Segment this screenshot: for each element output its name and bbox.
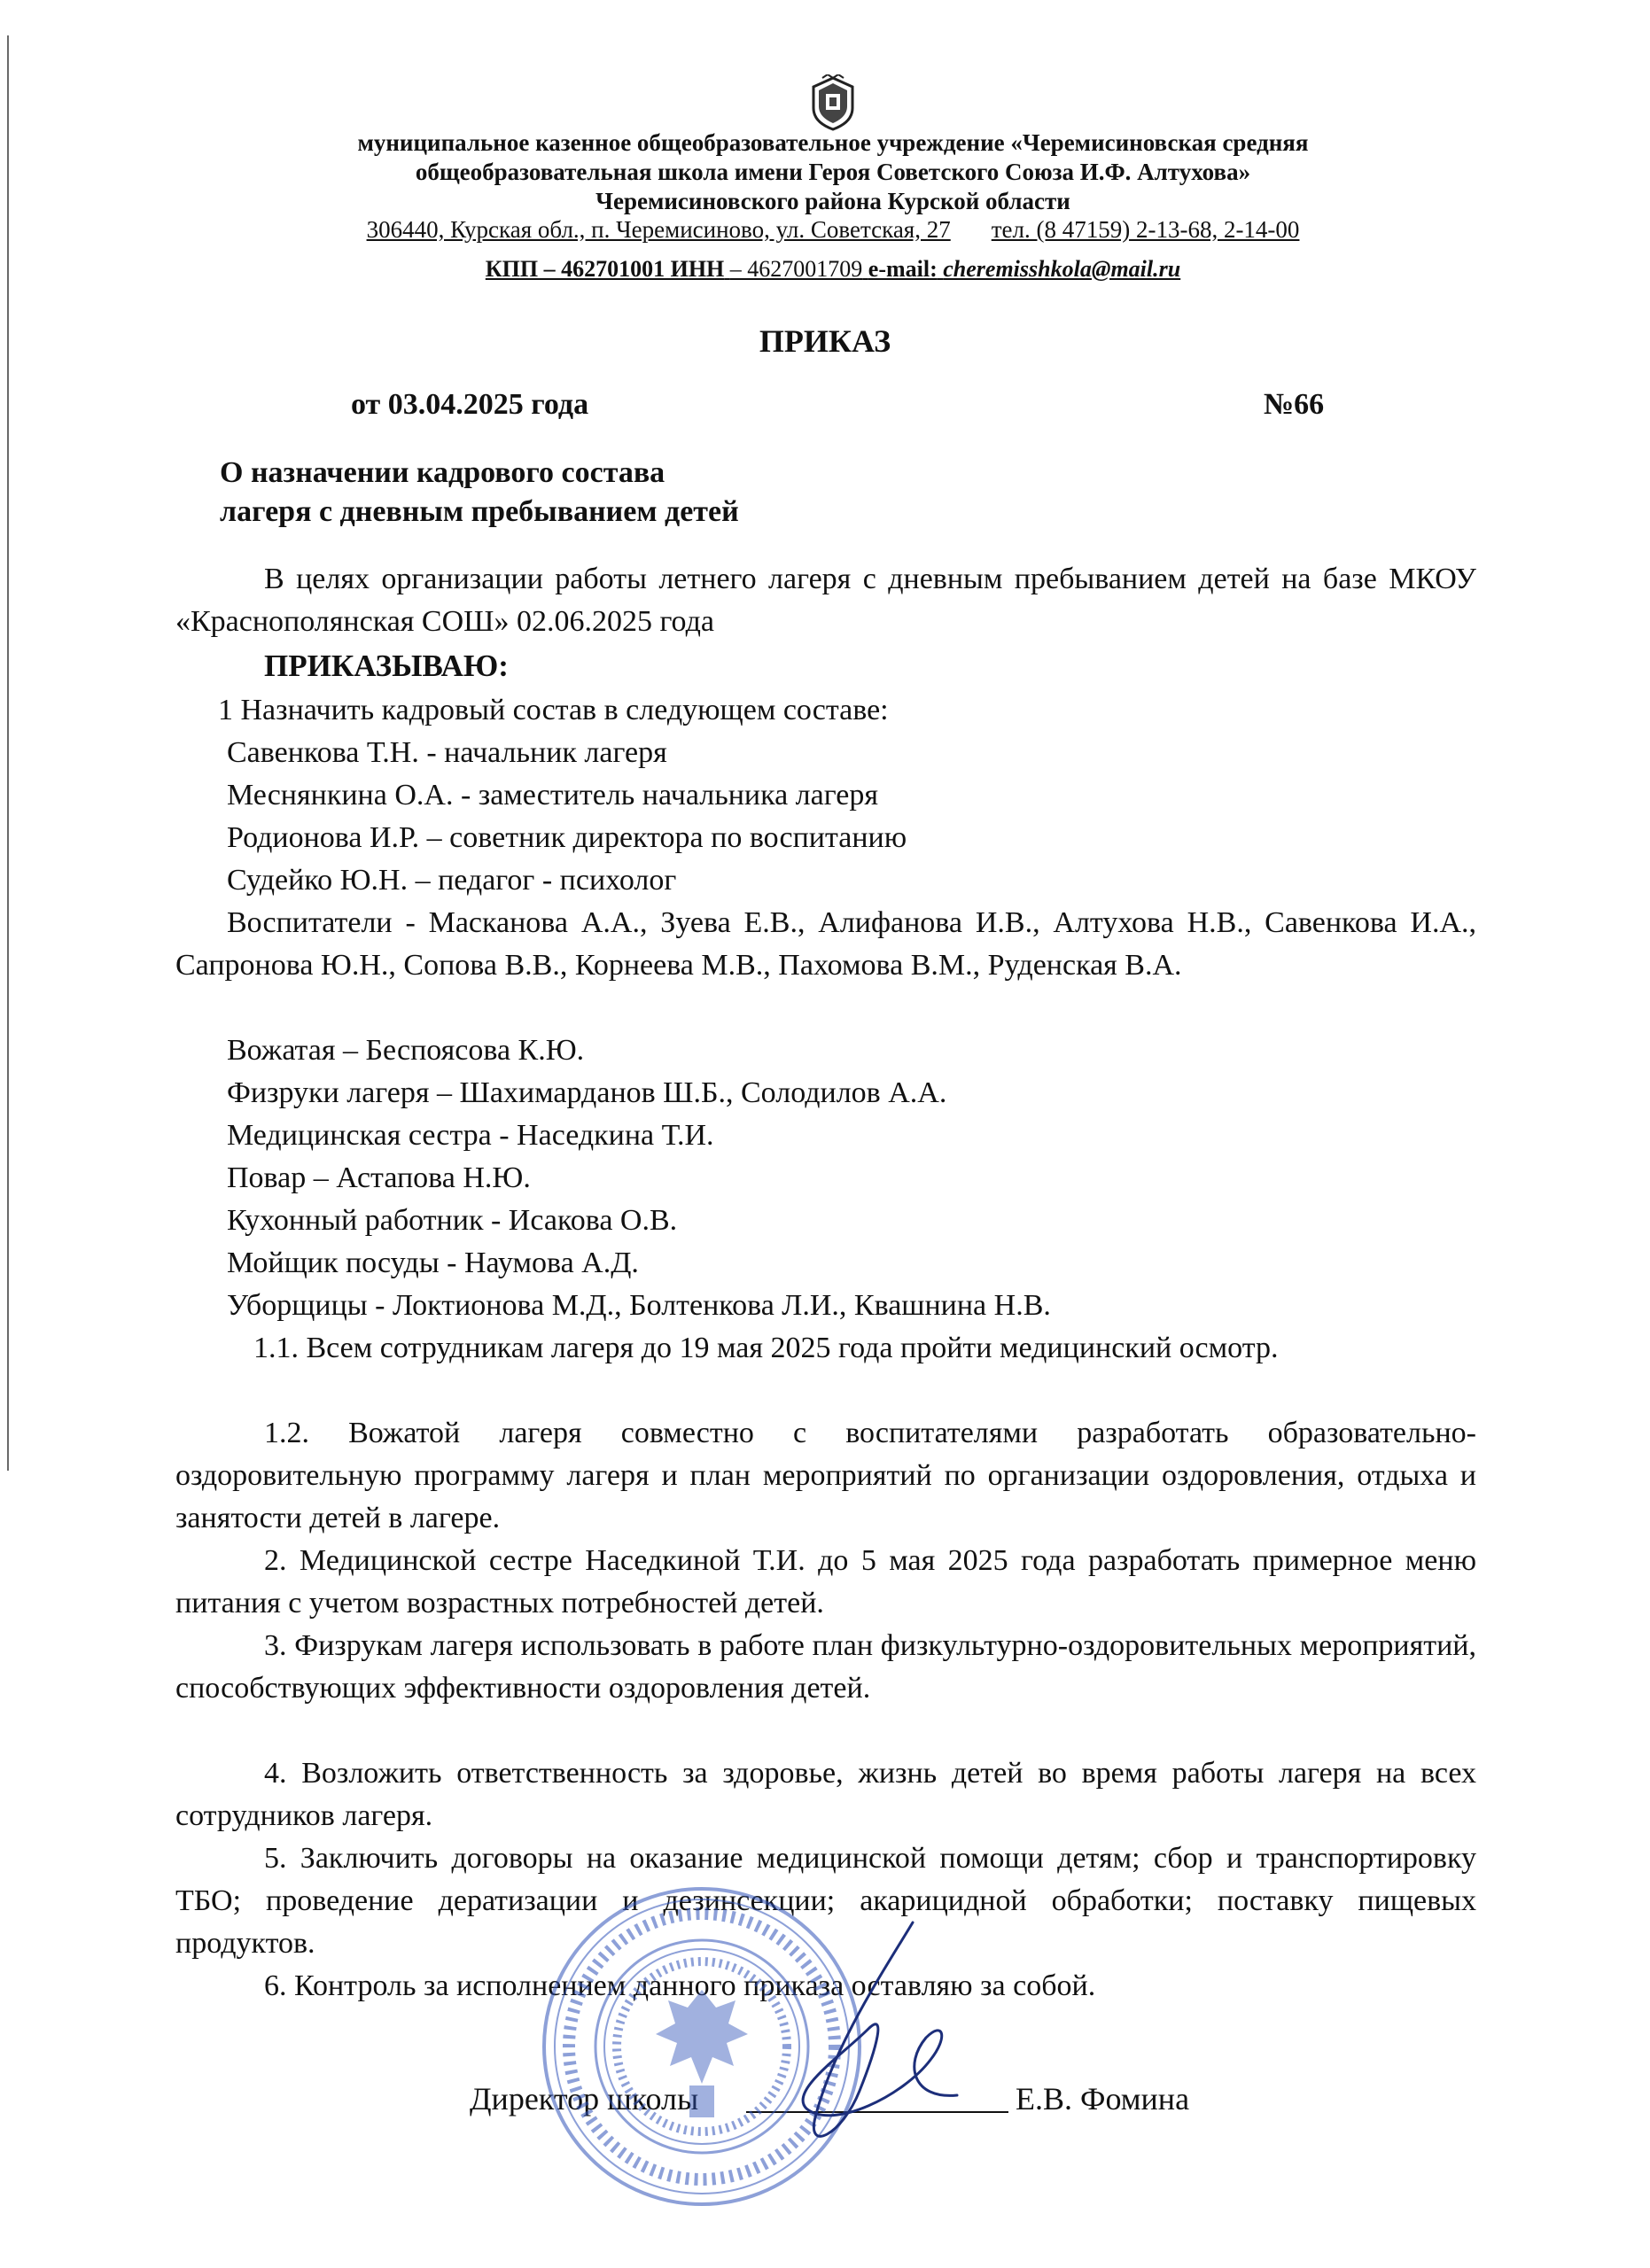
document-date: от 03.04.2025 года: [351, 388, 589, 421]
staff-line: Мойщик посуды - Наумова А.Д.: [227, 1247, 639, 1279]
scan-page-edge: [7, 35, 9, 1471]
staff-line: Савенкова Т.Н. - начальник лагеря: [227, 736, 667, 769]
subject-line-2: лагеря с дневным пребыванием детей: [220, 495, 739, 528]
educators-text: Воспитатели - Масканова А.А., Зуева Е.В., Алифанова И.В., Алтухова Н.В., Савенкова И.А., Сапронова Ю.Н., Сопова В.В., Корнеева М.В., Пахомова В.М., Руденская В.А.: [175, 906, 1476, 982]
paragraph-text: 1.1. Всем сотрудникам лагеря до 19 мая 2025 года пройти медицинский осмотр.: [253, 1332, 1279, 1364]
order-paragraph-1-1: [175, 1327, 1476, 1370]
inn-value: – 4627001709: [729, 256, 863, 282]
order-paragraph-6: [175, 1965, 1476, 2008]
paragraph-text: 6. Контроль за исполнением данного приказа оставляю за собой.: [264, 1969, 1096, 2002]
document-title: ПРИКАЗ: [759, 323, 891, 359]
staff-line: Кухонный работник - Исакова О.В.: [227, 1204, 678, 1237]
kpp-inn-label: КПП – 462701001 ИНН: [485, 256, 725, 282]
signature-line: [746, 2111, 1008, 2113]
paragraph-text: 3. Физрукам лагеря использовать в работе план физкультурно-оздоровительных мероприятий, способствующих эффективности оздоровления детей.: [175, 1629, 1476, 1705]
school-district: Черемисиновского района Курской области: [595, 188, 1070, 214]
staff-line: Вожатая – Беспоясова К.Ю.: [227, 1034, 585, 1067]
paragraph-text: 1.2. Вожатой лагеря совместно с воспитателями разработать образовательно-оздоровительную программу лагеря и план мероприятий по организации оздоровления, отдыха и занятости детей в лагере.: [175, 1417, 1476, 1534]
order-paragraph-3: [175, 1625, 1476, 1710]
order-paragraph-5: [175, 1837, 1476, 1965]
document-subject: [220, 454, 739, 532]
document-number: №66: [1264, 388, 1325, 421]
educators-paragraph: [175, 902, 1476, 987]
staff-line: Родионова И.Р. – советник директора по воспитанию: [227, 821, 907, 854]
order-word: ПРИКАЗЫВАЮ:: [264, 649, 509, 683]
paragraph-text: 4. Возложить ответственность за здоровье, жизнь детей во время работы лагеря на всех сотрудников лагеря.: [175, 1757, 1476, 1832]
paragraph-text: 2. Медицинской сестре Наседкиной Т.И. до 5 мая 2025 года разработать примерное меню питания с учетом возрастных потребностей детей.: [175, 1544, 1476, 1619]
school-address-line: [177, 216, 1489, 244]
director-name: Е.В. Фомина: [1016, 2081, 1190, 2117]
director-title: Директор школы: [470, 2081, 699, 2117]
intro-paragraph: [175, 558, 1476, 643]
email-label: e-mail:: [868, 256, 938, 282]
school-name-line-2: общеобразовательная школа имени Героя Советского Союза И.Ф. Алтухова»: [415, 159, 1251, 185]
order-paragraph-1-2: [175, 1412, 1476, 1540]
staff-line: Физруки лагеря – Шахимарданов Ш.Б., Солодилов А.А.: [227, 1076, 947, 1109]
staff-line: Повар – Астапова Н.Ю.: [227, 1161, 531, 1194]
staff-line: Медицинская сестра - Наседкина Т.И.: [227, 1119, 714, 1152]
intro-text: В целях организации работы летнего лагеря с дневным пребыванием детей на базе МКОУ «Краснополянская СОШ» 02.06.2025 года: [175, 563, 1476, 638]
school-requisites: [177, 256, 1489, 283]
staff-line: Меснянкина О.А. - заместитель начальника лагеря: [227, 779, 878, 812]
paragraph-text: 5. Заключить договоры на оказание медицинской помощи детям; сбор и транспортировку ТБО; проведение дератизации и дезинсекции; акарицидной обработки; поставку пищевых продуктов.: [175, 1842, 1476, 1960]
order-paragraph-2: [175, 1540, 1476, 1625]
email-link[interactable]: cheremisshkola@mail.ru: [943, 256, 1181, 282]
coat-of-arms-icon: [805, 74, 861, 131]
staff-line: Уборщицы - Локтионова М.Д., Болтенкова Л.И., Квашнина Н.В.: [227, 1289, 1051, 1322]
order-paragraph-4: [175, 1752, 1476, 1837]
school-name-line-1: муниципальное казенное общеобразовательное учреждение «Черемисиновская средняя: [357, 129, 1309, 156]
subject-line-1: О назначении кадрового состава: [220, 456, 665, 489]
order-item-1: 1 Назначить кадровый состав в следующем составе:: [218, 694, 889, 726]
school-phone: тел. (8 47159) 2-13-68, 2-14-00: [991, 216, 1300, 243]
school-address: 306440, Курская обл., п. Черемисиново, ул. Советская, 27: [366, 216, 951, 243]
staff-line: Судейко Ю.Н. – педагог - психолог: [227, 864, 677, 897]
